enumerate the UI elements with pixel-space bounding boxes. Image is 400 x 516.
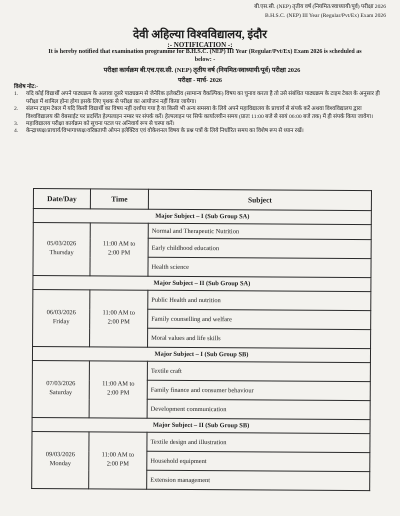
notified-text: It is hereby notified that examination programme for B.H.S.C. (NEP) III Year (Regular/Pvt/Ex) Exam 2026 is scheduled as below: - bbox=[48, 49, 362, 63]
exam-date: परीक्षा - मार्च- 2026 bbox=[177, 77, 223, 84]
subject-cell: Normal and Therapeutic Nutrition bbox=[148, 223, 371, 239]
notification-heading: :- NOTIFICATION -: bbox=[167, 41, 233, 49]
subject-cell: Health science bbox=[148, 257, 371, 277]
note-item: 1. यदि कोई विद्यार्थी अपने पाठ्यक्रम के अलावा दूसरे पाठ्यक्रम से जेनेरिक इलेक्टीव (सामान्य वैकल्पिक) विषय का चुनाव करता है तो उसे संबंधित पाठ्यक्रम के टाइम टेबल के अनुसार ही परीक्षा में शामिल होना होगा इसके लिए पृथक से परीक्षा का आयोजन नहीं किया जायेगा। bbox=[14, 91, 380, 105]
subgroup-heading: Major Subject – II (Sub Group SB) bbox=[32, 417, 370, 433]
subject-cell: Textile craft bbox=[147, 361, 370, 381]
subject-cell: Extension management bbox=[147, 470, 370, 490]
subject-cell: Family finance and consumer behaviour bbox=[147, 380, 370, 400]
subgroup-heading: Major Subject – II (Sub Group SA) bbox=[33, 276, 371, 292]
special-notes bbox=[14, 84, 384, 136]
subject-cell: Public Health and nutrition bbox=[148, 290, 371, 310]
note-item: 2. संलग्न टाइम टेबल में यदि किसी विद्यार्थी का विषय नहीं दर्शाया गया है या किसी भी अन्य समस्या के लिये अपने महाविद्यालय के प्राचार्य से संपर्क करें अथवा विश्वविद्यालय द्वारा विश्वविद्यालय की वेबसाईट पर प्रदर्शित हेल्पलाइन नम्बर पर संपर्क करें। हेल्पलाइन पर सिर्फ कार्यालयीन समय (प्रातः 11:00 बजे से सायं 06:00 बजे तक) में ही संपर्क किया जावेगा। bbox=[14, 106, 374, 120]
subject-cell: Textile design and illustration bbox=[147, 432, 370, 452]
subject-cell: Family counselling and welfare bbox=[148, 309, 371, 329]
exam-title-hindi: परीक्षा कार्यक्रम बी.एच.एस.सी. (NEP) तृतीय वर्ष (नियमित/स्वाध्यायी/पूर्व) परीक्षा 2026 bbox=[103, 67, 301, 74]
subgroup-heading: Major Subject – I (Sub Group SB) bbox=[32, 347, 370, 363]
header-top-line: बी.एस.सी. (NEP) तृतीय वर्ष (नियमित/स्वाध्यायी/पूर्व) परीक्षा 2026 bbox=[254, 4, 386, 10]
exam-date-day: 09/03/2026 Monday bbox=[32, 431, 89, 488]
header-top-line-en: B.H.S.C. (NEP) III Year (Regular/Pvt/Ex) Exam 2026 bbox=[264, 13, 386, 19]
exam-date-day: 05/03/2026 Thursday bbox=[33, 223, 90, 276]
header-time: Time bbox=[90, 189, 148, 209]
note-item: 4. केन्द्राध्यक्ष/प्राचार्य/विभागाध्यक्ष/वरिष्ठतापी ओपन इलेक्टिव एवं वोकेशनल विषय के प्रश्न पत्रों के लिये निर्धारित समय का विशेष रूप से ध्यान रखें। bbox=[14, 128, 304, 135]
subject-cell: Moral values and life skills bbox=[148, 328, 371, 348]
exam-time: 11:00 AM to 2:00 PM bbox=[89, 432, 147, 489]
subgroup-heading: Major Subject – I (Sub Group SA) bbox=[33, 209, 371, 225]
exam-time: 11:00 AM to 2:00 PM bbox=[90, 223, 148, 276]
exam-time: 11:00 AM to 2:00 PM bbox=[90, 290, 148, 347]
university-title: देवी अहिल्या विश्वविद्यालय, इंदौर bbox=[133, 29, 267, 41]
table-header-row bbox=[33, 189, 371, 211]
exam-date-day: 06/03/2026 Friday bbox=[33, 290, 90, 347]
subject-cell: Household equipment bbox=[147, 451, 370, 471]
header-date-day: Date/Day bbox=[33, 189, 90, 209]
exam-schedule-table bbox=[31, 188, 372, 491]
subject-cell: Early childhood education bbox=[148, 238, 371, 258]
subject-cell: Development communication bbox=[147, 399, 370, 419]
note-item: 3. महाविद्यालय परीक्षा कार्यक्रम को सूचना पटल पर अनिवार्य रूप से चस्पा करें। bbox=[14, 120, 175, 127]
notes-heading: विशेष नोट:- bbox=[14, 84, 39, 90]
exam-date-day: 07/03/2026 Saturday bbox=[32, 360, 89, 417]
header-subject: Subject bbox=[148, 189, 371, 210]
exam-time: 11:00 AM to 2:00 PM bbox=[89, 361, 147, 418]
